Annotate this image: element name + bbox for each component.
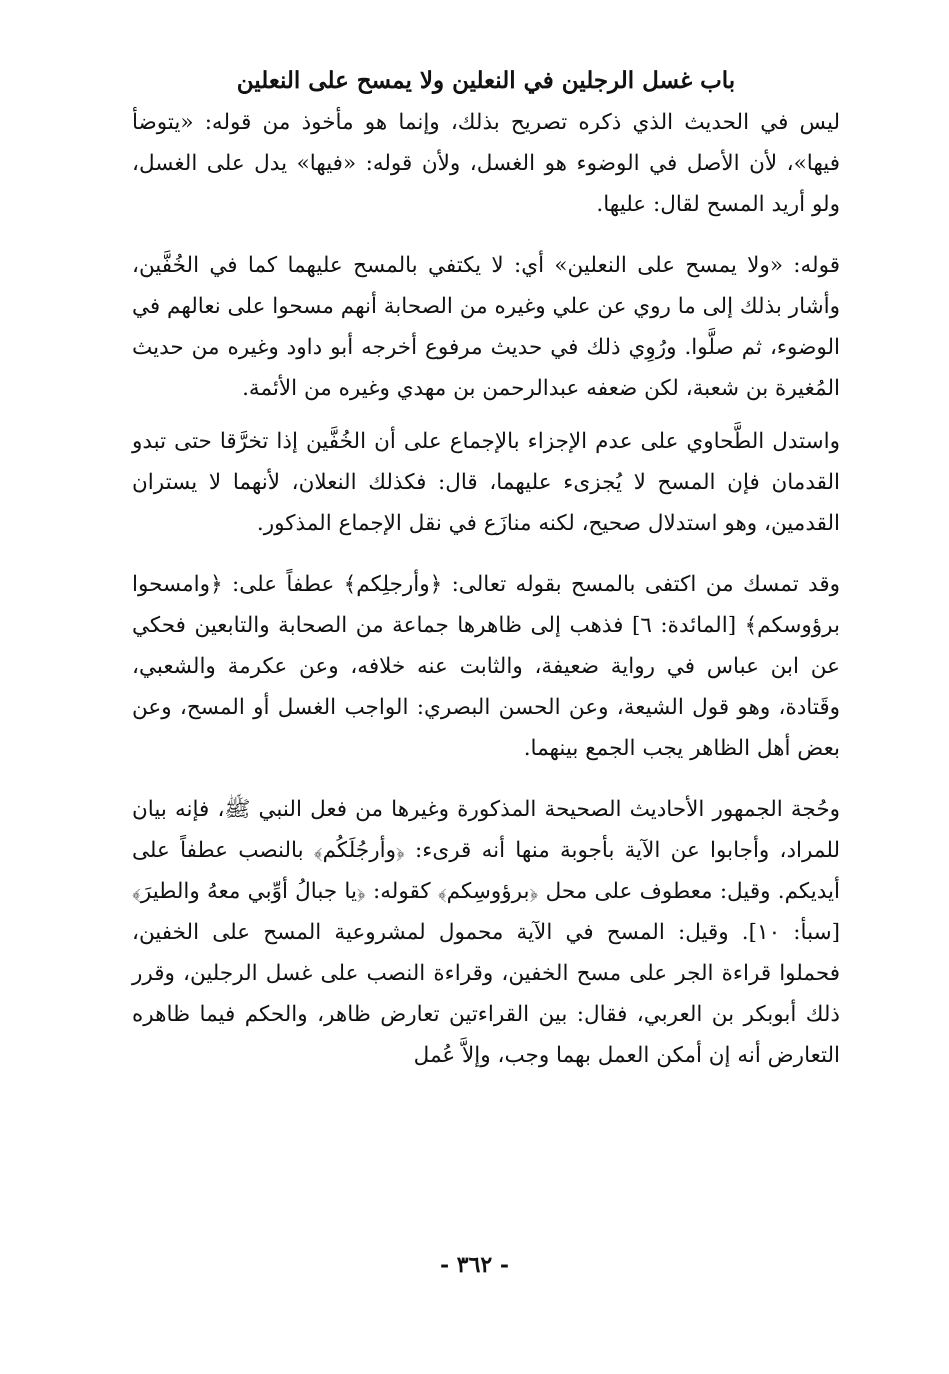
document-page: [132, 62, 840, 1076]
paragraph-2: قوله: «ولا يمسح على النعلين» أي: لا يكتفي بالمسح عليهما كما في الخُفَّين، وأشار بذلك إلى ما روي عن علي وغيره من الصحابة أنهم مسحوا على نعالهم في الوضوء، ثم صلَّوا. ورُوِي ذلك في حديث مرفوع أخرجه أبو داود وغيره من حديث المُغيرة بن شعبة، لكن ضعفه عبدالرحمن بن مهدي وغيره من الأئمة.: [132, 253, 840, 401]
chapter-heading: باب غسل الرجلين في النعلين ولا يمسح على النعلين: [236, 67, 736, 94]
paragraph-1: ليس في الحديث الذي ذكره تصريح بذلك، وإنما هو مأخوذ من قوله: «يتوضأ فيها»، لأن الأصل في الوضوء هو الغسل، ولأن قوله: «فيها» يدل على الغسل، ولو أريد المسح لقال: عليها.: [132, 110, 840, 217]
paragraph-3: واستدل الطَّحاوي على عدم الإجزاء بالإجماع على أن الخُفَّين إذا تخرَّقا حتى تبدو القدمان فإن المسح لا يُجزىء عليهما، قال: فكذلك النعلان، لأنهما لا يستران القدمين، وهو استدلال صحيح، لكنه منازَع في نقل الإجماع المذكور.: [132, 429, 840, 536]
paragraph-5: وحُجة الجمهور الأحاديث الصحيحة المذكورة وغيرها من فعل النبي ﷺ، فإنه بيان للمراد، وأجابوا عن الآية بأجوبة منها أنه قرىء: ﴿وأرجُلَكُم﴾ بالنصب عطفاً على أيديكم. وقيل: معطوف على محل ﴿برؤوسِكم﴾ كقوله: ﴿يا جبالُ أوِّبي معهُ والطيرَ﴾ [سبأ: ١٠]. وقيل: المسح في الآية محمول لمشروعية المسح على الخفين، فحملوا قراءة الجر على مسح الخفين، وقراءة النصب على غسل الرجلين، وقرر ذلك أبوبكر بن العربي، فقال: بين القراءتين تعارض ظاهر، والحكم فيما ظاهره التعارض أنه إن أمكن العمل بهما وجب، وإلاَّ عُمل: [132, 797, 840, 1068]
page-number: - ٣٦٢ -: [439, 1252, 510, 1278]
paragraph-4: وقد تمسك من اكتفى بالمسح بقوله تعالى: ﴿وأرجلِكم﴾ عطفاً على: ﴿وامسحوا برؤوسكم﴾ [المائدة: ٦] فذهب إلى ظاهرها جماعة من الصحابة والتابعين فحكي عن ابن عباس في رواية ضعيفة، والثابت عنه خلافه، وعن عكرمة والشعبي، وقَتادة، وهو قول الشيعة، وعن الحسن البصري: الواجب الغسل أو المسح، وعن بعض أهل الظاهر يجب الجمع بينهما.: [132, 572, 840, 761]
